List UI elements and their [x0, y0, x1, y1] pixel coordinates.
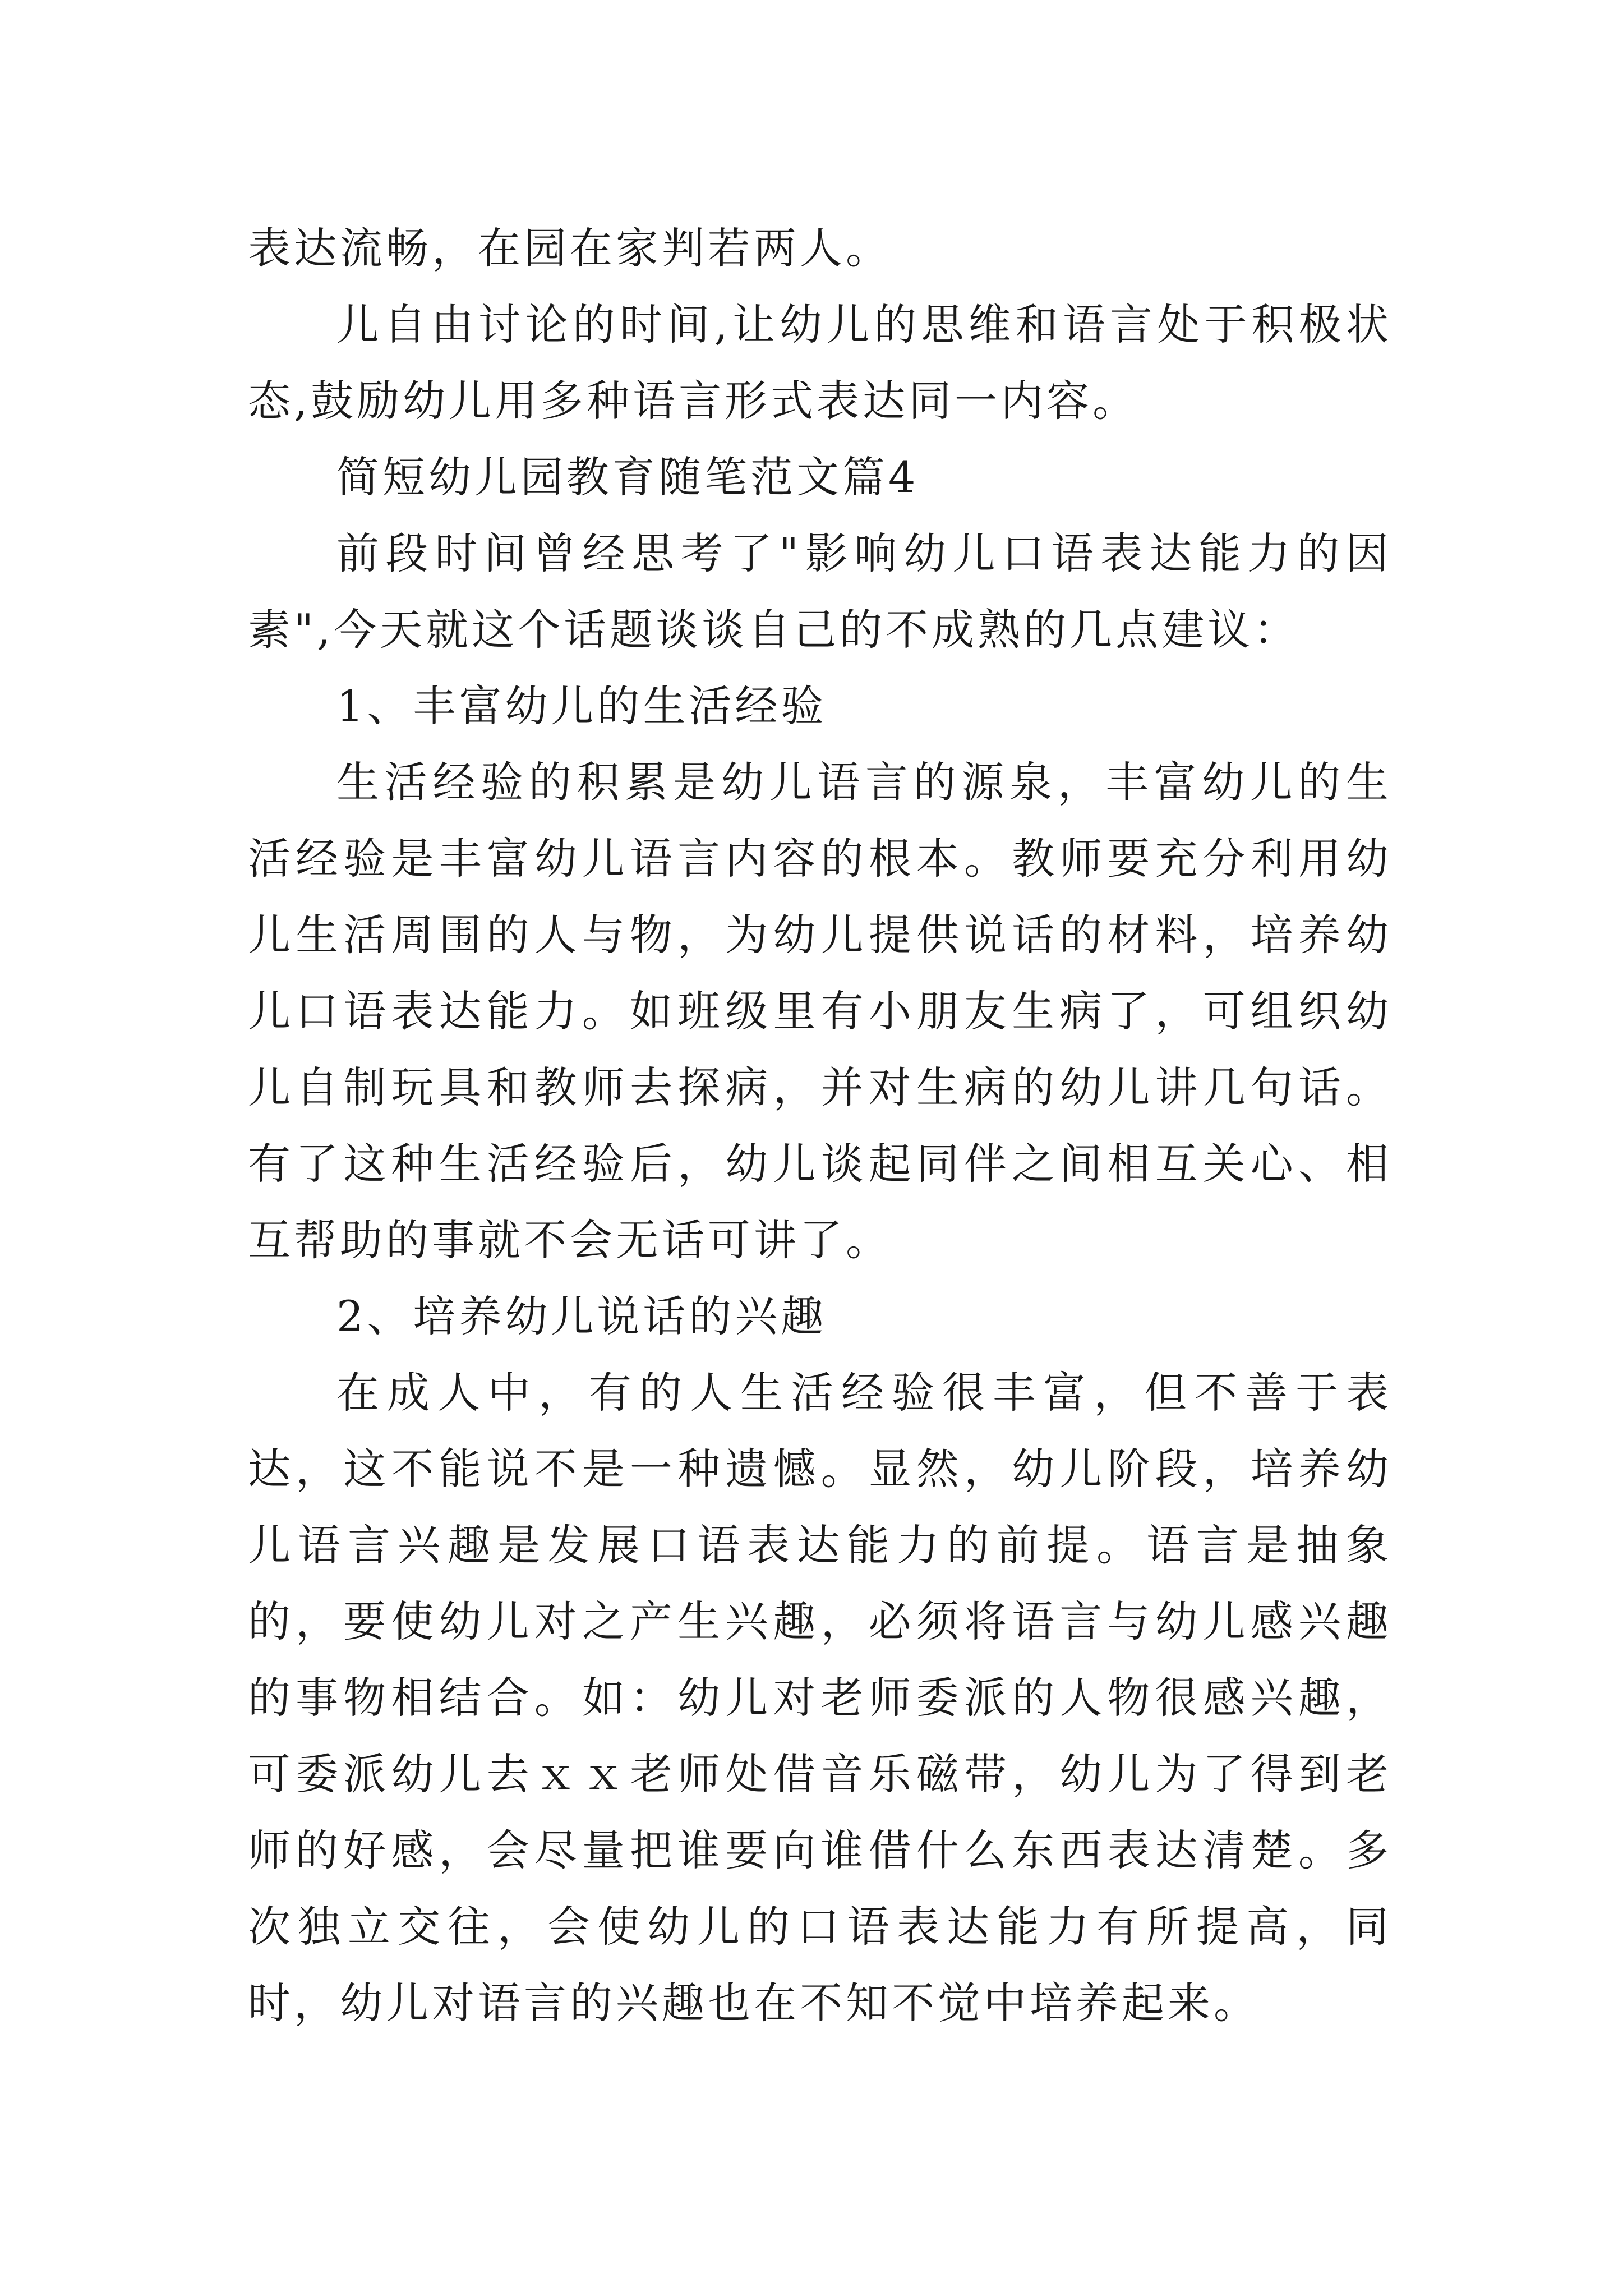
subheading-1: 1、丰富幼儿的生活经验 — [336, 681, 827, 731]
paragraph-life-experience: 生活经验的积累是幼儿语言的源泉，丰富幼儿的生活经验是丰富幼儿语言内容的根本。教师要充分利用幼儿生活周围的人与物，为幼儿提供说话的材料，培养幼儿口语表达能力。如班级里有小朋友生病了，可组织幼儿自制玩具和教师去探病，并对生病的幼儿讲几句话。有了这种生活经验后，幼儿谈起同伴之间相互关心、相互帮助的事就不会无话可讲了。 — [248, 757, 1392, 1265]
paragraph-interest: 在成人中，有的人生活经验很丰富，但不善于表达，这不能说不是一种遗憾。显然，幼儿阶段，培养幼儿语言兴趣是发展口语表达能力的前提。语言是抽象的，要使幼儿对之产生兴趣，必须将语言与幼儿感兴趣的事物相结合。如：幼儿对老师委派的人物很感兴趣，可委派幼儿去ｘｘ老师处借音乐磁带，幼儿为了得到老师的好感，会尽量把谁要向谁借什么东西表达清楚。多次独立交往，会使幼儿的口语表达能力有所提高，同时，幼儿对语言的兴趣也在不知不觉中培养起来。 — [248, 1368, 1392, 2028]
paragraph-intro: 前段时间曾经思考了"影响幼儿口语表达能力的因素",今天就这个话题谈谈自己的不成熟的几点建议： — [248, 528, 1392, 655]
paragraph-2: 儿自由讨论的时间,让幼儿的思维和语言处于积极状态,鼓励幼儿用多种语言形式表达同一内容。 — [248, 300, 1392, 426]
paragraph-1: 表达流畅，在园在家判若两人。 — [248, 223, 892, 273]
document-body — [248, 210, 1392, 2041]
section-heading-4: 简短幼儿园教育随笔范文篇4 — [336, 452, 919, 502]
subheading-2: 2、培养幼儿说话的兴趣 — [336, 1291, 827, 1341]
